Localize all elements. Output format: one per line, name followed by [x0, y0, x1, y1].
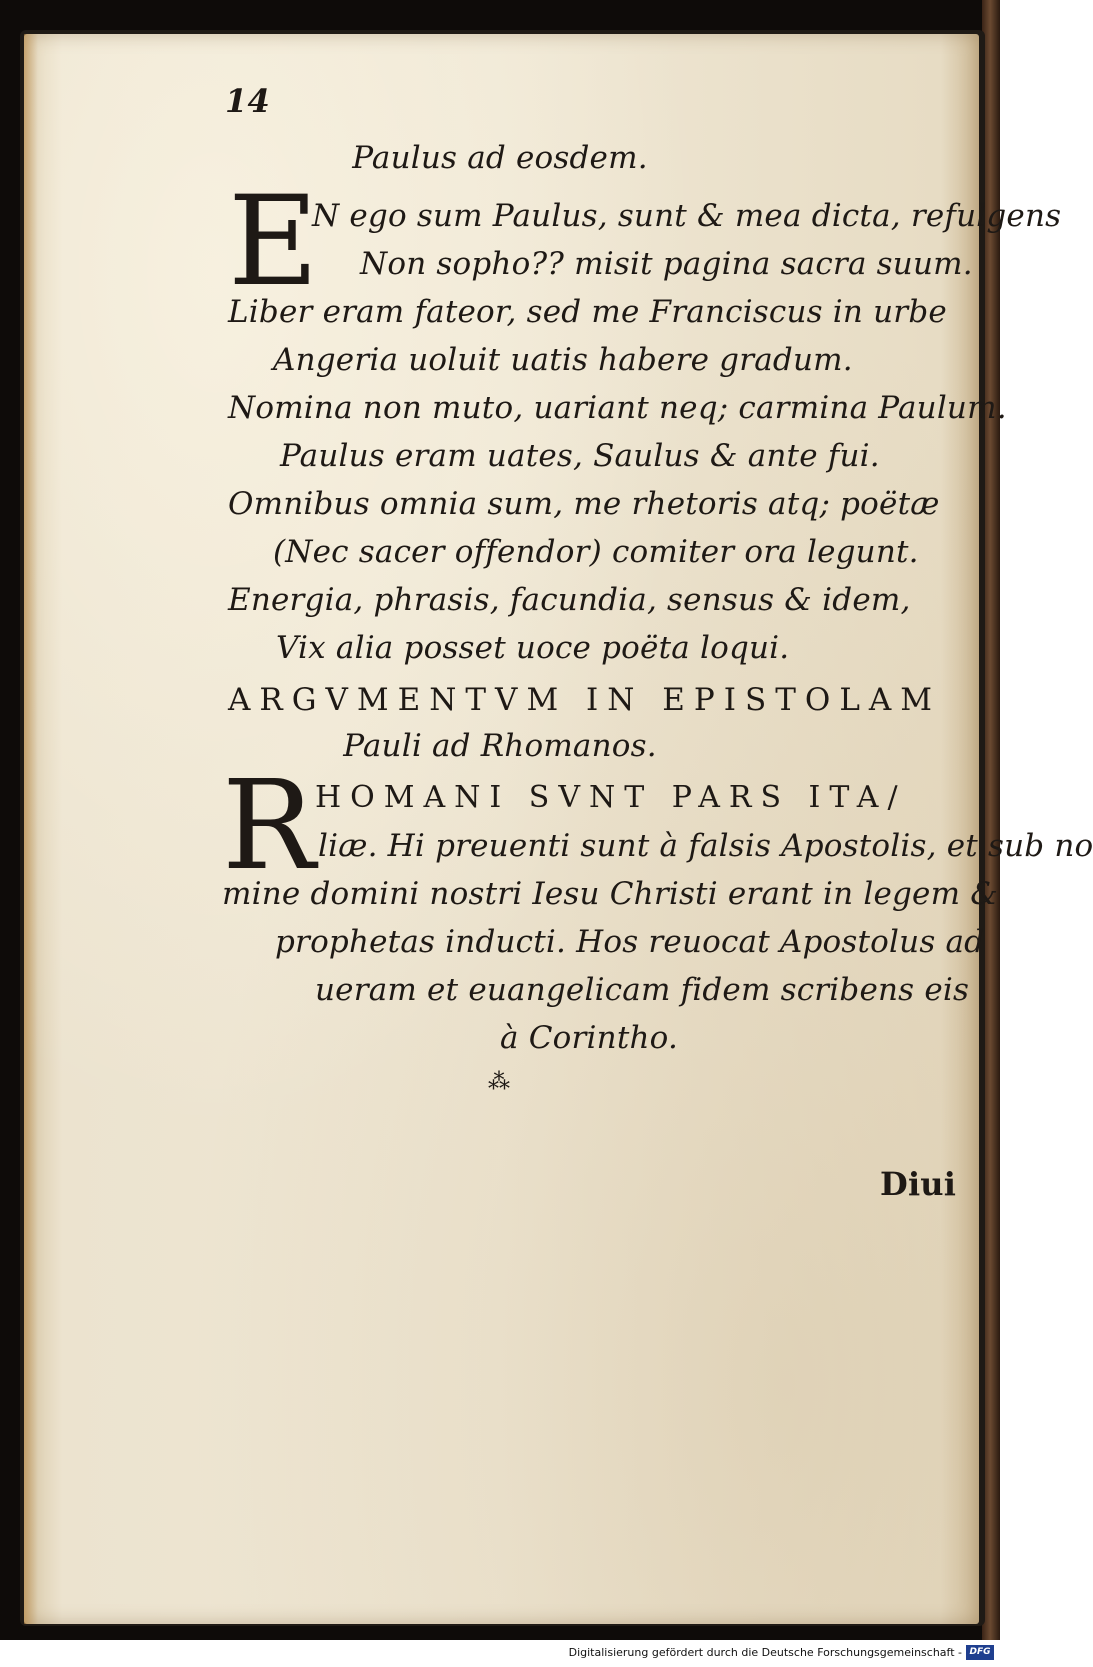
poem-line: Nomina non muto, uariant neq; carmina Paulum. — [228, 390, 1007, 426]
argument-line: à Corintho. — [500, 1020, 679, 1056]
argument-drop-cap: R — [222, 754, 316, 898]
argument-line: mine domini nostri Iesu Christi erant in legem & — [222, 876, 999, 912]
poem-line: (Nec sacer offendor) comiter ora legunt. — [273, 534, 919, 570]
catchword: Diui — [880, 1165, 957, 1203]
poem-line: Liber eram fateor, sed me Franciscus in urbe — [228, 294, 947, 330]
footer-bar — [0, 1640, 1000, 1667]
argument-title: ARGVMENTVM IN EPISTOLAM — [228, 682, 942, 718]
poem-line: N ego sum Paulus, sunt & mea dicta, refulgens — [312, 198, 1062, 234]
argument-line: HOMANI SVNT PARS ITA/ — [315, 780, 907, 815]
argument-subtitle: Pauli ad Rhomanos. — [343, 728, 657, 764]
ornament-asterism: ⁂ — [488, 1070, 512, 1095]
poem-line: Non sopho?? misit pagina sacra suum. — [360, 246, 973, 282]
poem-line: Omnibus omnia sum, me rhetoris atq; poëtæ — [228, 486, 940, 522]
poem-heading: Paulus ad eosdem. — [352, 140, 648, 176]
dfg-logo-icon: DFG — [966, 1645, 994, 1660]
footer-credit: Digitalisierung gefördert durch die Deutsche Forschungsgemeinschaft - — [568, 1646, 962, 1659]
poem-line: Vix alia posset uoce poëta loqui. — [276, 630, 790, 666]
argument-line: prophetas inducti. Hos reuocat Apostolus ad — [275, 924, 985, 960]
page-number: 14 — [225, 82, 270, 120]
poem-line: Angeria uoluit uatis habere gradum. — [273, 342, 853, 378]
poem-line: Energia, phrasis, facundia, sensus & idem, — [228, 582, 911, 618]
page-stain-edge — [24, 34, 38, 1624]
poem-line: Paulus eram uates, Saulus & ante fui. — [280, 438, 880, 474]
argument-line: liæ. Hi preuenti sunt à falsis Apostolis, et sub no — [318, 828, 1093, 864]
poem-drop-cap: E — [228, 170, 319, 314]
argument-line: ueram et euangelicam fidem scribens eis — [315, 972, 970, 1008]
